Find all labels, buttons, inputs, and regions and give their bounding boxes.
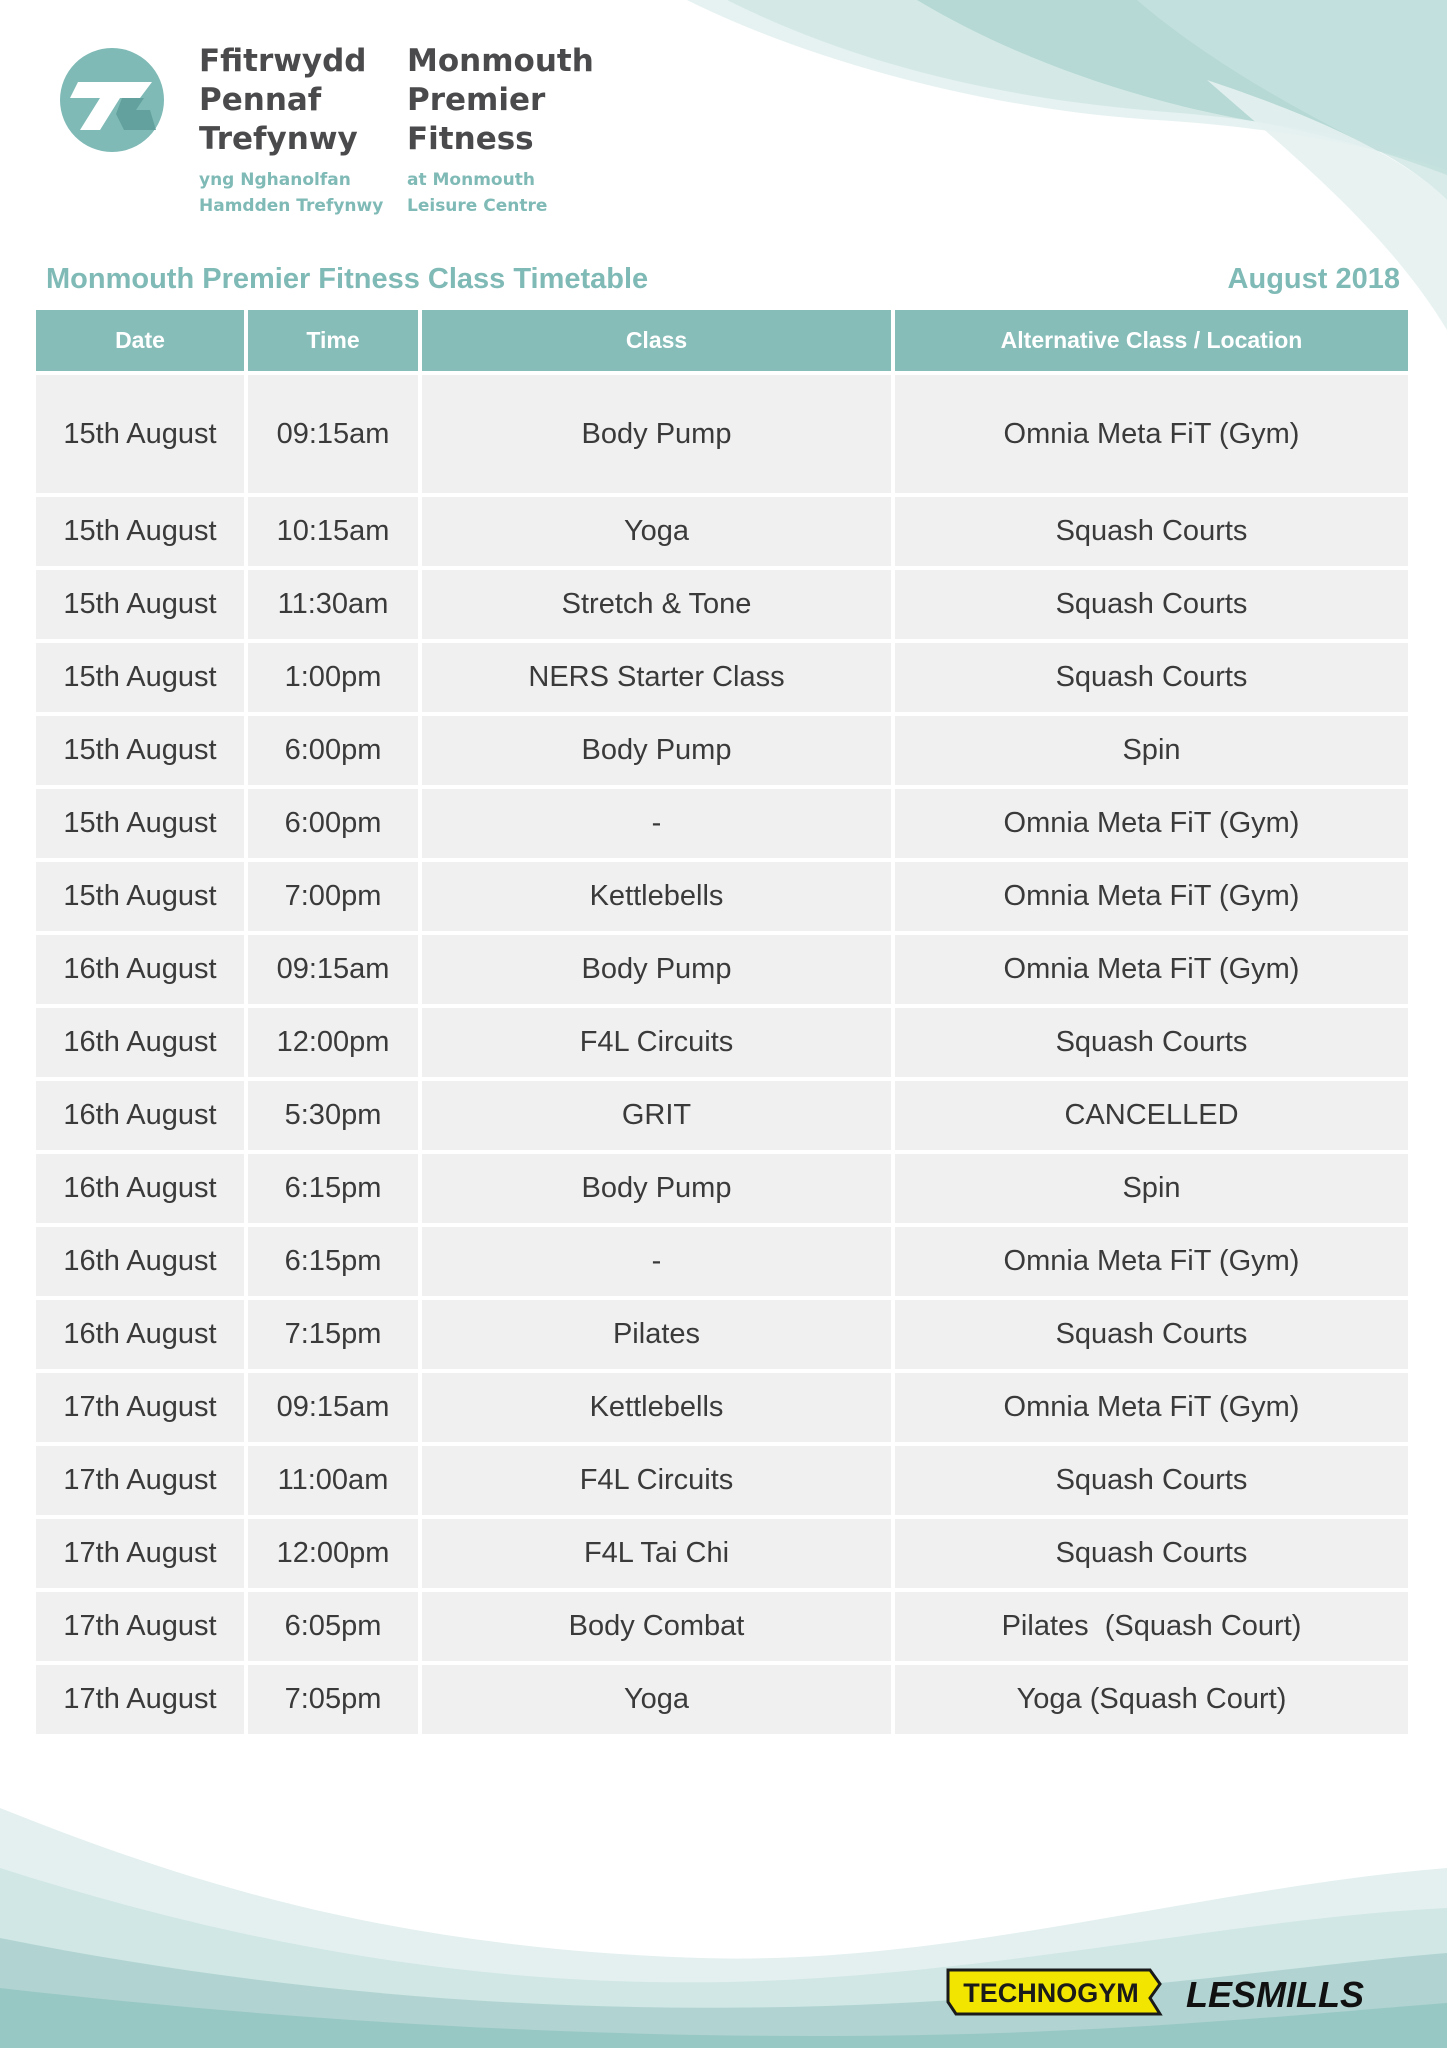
cell-date: 16th August bbox=[36, 1300, 244, 1369]
cell-class: Yoga bbox=[422, 497, 891, 566]
cell-date: 15th August bbox=[36, 789, 244, 858]
cell-time: 7:00pm bbox=[248, 862, 418, 931]
class-timetable bbox=[32, 306, 1412, 1738]
cell-class: Pilates bbox=[422, 1300, 891, 1369]
lesmills-logo-text: LESMILLS bbox=[1186, 1974, 1364, 2015]
table-row bbox=[36, 1373, 1408, 1442]
cell-alternative: Squash Courts bbox=[895, 1519, 1408, 1588]
cell-time: 6:15pm bbox=[248, 1227, 418, 1296]
cell-class: Kettlebells bbox=[422, 1373, 891, 1442]
column-header-time: Time bbox=[248, 310, 418, 371]
table-row bbox=[36, 570, 1408, 639]
cell-date: 15th August bbox=[36, 375, 244, 493]
partner-logos bbox=[946, 1962, 1396, 2022]
table-row bbox=[36, 789, 1408, 858]
cell-date: 15th August bbox=[36, 643, 244, 712]
logo-english-name-line-1: Monmouth bbox=[407, 43, 594, 79]
cell-class: Body Pump bbox=[422, 716, 891, 785]
logo-english-subtitle bbox=[407, 167, 594, 219]
cell-alternative: Squash Courts bbox=[895, 643, 1408, 712]
timetable-period: August 2018 bbox=[1227, 263, 1400, 295]
cell-date: 15th August bbox=[36, 497, 244, 566]
monmouth-premier-fitness-logo-icon bbox=[60, 48, 172, 152]
table-row bbox=[36, 1519, 1408, 1588]
table-header-row bbox=[36, 310, 1408, 371]
cell-date: 17th August bbox=[36, 1373, 244, 1442]
cell-date: 17th August bbox=[36, 1519, 244, 1588]
cell-time: 5:30pm bbox=[248, 1081, 418, 1150]
table-row bbox=[36, 497, 1408, 566]
cell-time: 12:00pm bbox=[248, 1008, 418, 1077]
column-header-alternative: Alternative Class / Location bbox=[895, 310, 1408, 371]
table-row bbox=[36, 716, 1408, 785]
table-row bbox=[36, 1592, 1408, 1661]
logo-welsh-subtitle-line-2: Hamdden Trefynwy bbox=[199, 196, 384, 216]
cell-alternative: Squash Courts bbox=[895, 497, 1408, 566]
cell-date: 17th August bbox=[36, 1665, 244, 1734]
cell-class: Body Combat bbox=[422, 1592, 891, 1661]
cell-time: 12:00pm bbox=[248, 1519, 418, 1588]
cell-date: 16th August bbox=[36, 1154, 244, 1223]
cell-class: Kettlebells bbox=[422, 862, 891, 931]
cell-class: Body Pump bbox=[422, 1154, 891, 1223]
table-row bbox=[36, 862, 1408, 931]
cell-alternative: Omnia Meta FiT (Gym) bbox=[895, 1373, 1408, 1442]
technogym-logo bbox=[948, 1970, 1160, 2014]
table-row bbox=[36, 1665, 1408, 1734]
cell-alternative: Squash Courts bbox=[895, 1008, 1408, 1077]
cell-date: 16th August bbox=[36, 935, 244, 1004]
cell-time: 7:05pm bbox=[248, 1665, 418, 1734]
logo-english-subtitle-line-2: Leisure Centre bbox=[407, 196, 548, 216]
cell-time: 6:00pm bbox=[248, 789, 418, 858]
cell-date: 16th August bbox=[36, 1227, 244, 1296]
column-header-class: Class bbox=[422, 310, 891, 371]
table-row bbox=[36, 935, 1408, 1004]
cell-alternative: Squash Courts bbox=[895, 1446, 1408, 1515]
cell-alternative: Omnia Meta FiT (Gym) bbox=[895, 789, 1408, 858]
column-header-date: Date bbox=[36, 310, 244, 371]
table-row bbox=[36, 1300, 1408, 1369]
cell-time: 1:00pm bbox=[248, 643, 418, 712]
cell-class: Body Pump bbox=[422, 935, 891, 1004]
cell-class: - bbox=[422, 789, 891, 858]
logo-welsh-subtitle-line-1: yng Nghanolfan bbox=[199, 170, 351, 190]
logo-english-name-line-2: Premier bbox=[407, 82, 546, 118]
logo-welsh-name-line-2: Pennaf bbox=[199, 82, 322, 118]
logo-english-name-line-3: Fitness bbox=[407, 121, 534, 157]
cell-time: 09:15am bbox=[248, 935, 418, 1004]
cell-class: GRIT bbox=[422, 1081, 891, 1150]
logo-welsh-name-line-3: Trefynwy bbox=[199, 121, 358, 157]
logo-welsh-name-line-1: Ffitrwydd bbox=[199, 43, 367, 79]
cell-alternative: Omnia Meta FiT (Gym) bbox=[895, 375, 1408, 493]
cell-alternative: CANCELLED bbox=[895, 1081, 1408, 1150]
cell-time: 7:15pm bbox=[248, 1300, 418, 1369]
cell-time: 6:00pm bbox=[248, 716, 418, 785]
table-row bbox=[36, 1446, 1408, 1515]
cell-class: Stretch & Tone bbox=[422, 570, 891, 639]
cell-alternative: Pilates (Squash Court) bbox=[895, 1592, 1408, 1661]
cell-date: 15th August bbox=[36, 716, 244, 785]
cell-alternative: Yoga (Squash Court) bbox=[895, 1665, 1408, 1734]
cell-date: 16th August bbox=[36, 1008, 244, 1077]
cell-class: Yoga bbox=[422, 1665, 891, 1734]
cell-class: - bbox=[422, 1227, 891, 1296]
cell-time: 6:05pm bbox=[248, 1592, 418, 1661]
cell-time: 09:15am bbox=[248, 1373, 418, 1442]
lesmills-logo bbox=[1186, 1974, 1364, 2015]
table-row bbox=[36, 375, 1408, 493]
technogym-logo-text: TECHNOGYM bbox=[963, 1978, 1139, 2008]
table-row bbox=[36, 1154, 1408, 1223]
cell-date: 17th August bbox=[36, 1592, 244, 1661]
logo-welsh-text bbox=[199, 42, 383, 219]
timetable-title: Monmouth Premier Fitness Class Timetable bbox=[46, 263, 649, 295]
cell-time: 10:15am bbox=[248, 497, 418, 566]
cell-class: F4L Circuits bbox=[422, 1446, 891, 1515]
cell-alternative: Omnia Meta FiT (Gym) bbox=[895, 862, 1408, 931]
cell-date: 17th August bbox=[36, 1446, 244, 1515]
cell-alternative: Squash Courts bbox=[895, 570, 1408, 639]
cell-time: 09:15am bbox=[248, 375, 418, 493]
table-row bbox=[36, 1008, 1408, 1077]
cell-time: 11:30am bbox=[248, 570, 418, 639]
cell-class: NERS Starter Class bbox=[422, 643, 891, 712]
logo-english-text bbox=[407, 42, 594, 219]
cell-class: F4L Tai Chi bbox=[422, 1519, 891, 1588]
cell-date: 15th August bbox=[36, 862, 244, 931]
cell-alternative: Spin bbox=[895, 716, 1408, 785]
cell-alternative: Omnia Meta FiT (Gym) bbox=[895, 1227, 1408, 1296]
table-row bbox=[36, 1081, 1408, 1150]
table-row bbox=[36, 1227, 1408, 1296]
cell-class: F4L Circuits bbox=[422, 1008, 891, 1077]
cell-time: 6:15pm bbox=[248, 1154, 418, 1223]
cell-class: Body Pump bbox=[422, 375, 891, 493]
table-row bbox=[36, 643, 1408, 712]
cell-time: 11:00am bbox=[248, 1446, 418, 1515]
logo-welsh-subtitle bbox=[199, 167, 383, 219]
logo-english-subtitle-line-1: at Monmouth bbox=[407, 170, 535, 190]
cell-date: 16th August bbox=[36, 1081, 244, 1150]
cell-date: 15th August bbox=[36, 570, 244, 639]
cell-alternative: Squash Courts bbox=[895, 1300, 1408, 1369]
cell-alternative: Spin bbox=[895, 1154, 1408, 1223]
cell-alternative: Omnia Meta FiT (Gym) bbox=[895, 935, 1408, 1004]
